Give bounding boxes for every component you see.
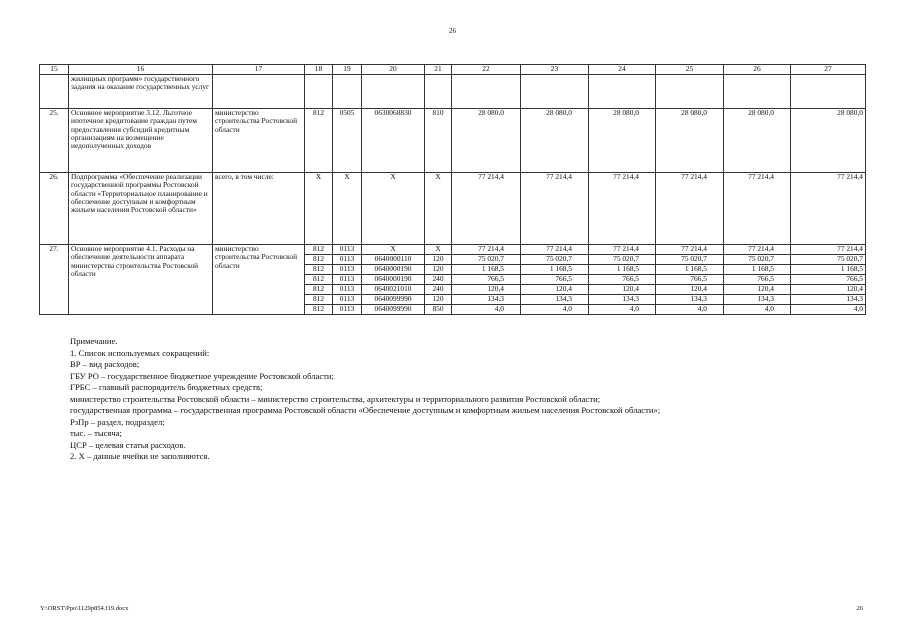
row-rzpr: 0113: [333, 265, 362, 275]
row-csr: 0640000190: [362, 265, 425, 275]
row-value: 77 214,4: [724, 245, 791, 255]
row-value: 1 168,5: [521, 265, 589, 275]
row-value: 766,5: [521, 275, 589, 285]
row-vr: 120: [425, 265, 452, 275]
row-value: 77 214,4: [589, 173, 656, 245]
row-grbs: 812: [305, 109, 333, 173]
row-grbs: 812: [305, 245, 333, 255]
row-vr: X: [425, 173, 452, 245]
row-value: 766,5: [724, 275, 791, 285]
row-value: 4,0: [791, 305, 866, 315]
table-row-27: [40, 245, 866, 255]
header-cell: 16: [69, 65, 213, 75]
header-cell: 22: [452, 65, 521, 75]
row-value: 134,3: [791, 295, 866, 305]
row-value: 77 214,4: [521, 173, 589, 245]
row-grbs: 812: [305, 305, 333, 315]
row-csr: X: [362, 173, 425, 245]
header-cell: 26: [724, 65, 791, 75]
row-rzpr: 0505: [333, 109, 362, 173]
row-value: 77 214,4: [791, 173, 866, 245]
notes-heading: Примечание.: [70, 336, 118, 346]
row-rzpr: 0113: [333, 285, 362, 295]
row-value: 75 020,7: [521, 255, 589, 265]
note-line: 1. Список используемых сокращений:: [70, 347, 210, 358]
row-value: 120,4: [791, 285, 866, 295]
row-value: 77 214,4: [521, 245, 589, 255]
row-grbs: 812: [305, 265, 333, 275]
row-value: 120,4: [521, 285, 589, 295]
row-rzpr: 0113: [333, 255, 362, 265]
row-value: 75 020,7: [452, 255, 521, 265]
note-line: РзПр – раздел, подраздел;: [70, 416, 165, 427]
row-grbs: 812: [305, 275, 333, 285]
row-value: 4,0: [589, 305, 656, 315]
page-number-top: 26: [449, 27, 456, 35]
row-grbs: X: [305, 173, 333, 245]
row-value: 766,5: [791, 275, 866, 285]
row-vr: 120: [425, 295, 452, 305]
row-value: 1 168,5: [656, 265, 724, 275]
row-rzpr: X: [333, 173, 362, 245]
row-rzpr: 0113: [333, 305, 362, 315]
row-grbs: 812: [305, 255, 333, 265]
header-cell: 15: [40, 65, 69, 75]
row-value: 77 214,4: [452, 245, 521, 255]
row-executor: министерство строительства Ростовской области: [213, 109, 305, 173]
row-value: 28 080,0: [589, 109, 656, 173]
row-csr: 0640099990: [362, 295, 425, 305]
row-value: 75 020,7: [589, 255, 656, 265]
row-csr: 0640099990: [362, 305, 425, 315]
row-value: 75 020,7: [791, 255, 866, 265]
table-row-continuation: [40, 75, 866, 109]
table-row-25: [40, 109, 866, 173]
row-csr: 0640000190: [362, 275, 425, 285]
row-value: 28 080,0: [452, 109, 521, 173]
row-executor: всего, в том числе:: [213, 173, 305, 245]
notes-block: [70, 336, 870, 463]
row-value: 28 080,0: [791, 109, 866, 173]
budget-table: [39, 64, 866, 315]
row-name: Основное мероприятие 4.1. Расходы на обеспечение деятельности аппарата министерства строительства Ростовской области: [69, 245, 213, 315]
footer-file-path: Y:\ORST\Ppo\1129p854.f19.docx: [40, 605, 129, 612]
row-number: 27.: [40, 245, 69, 315]
row-value: 4,0: [724, 305, 791, 315]
header-cell: 25: [656, 65, 724, 75]
note-line: министерство строительства Ростовской области – министерство строительства, архитектуры и территориального развития Ростовской области;: [70, 393, 601, 404]
row-rzpr: 0113: [333, 295, 362, 305]
row-csr: 0640021010: [362, 285, 425, 295]
row-executor: министерство строительства Ростовской области: [213, 245, 305, 315]
row-value: 75 020,7: [656, 255, 724, 265]
row-rzpr: 0113: [333, 275, 362, 285]
header-cell: 19: [333, 65, 362, 75]
row-value: 77 214,4: [724, 173, 791, 245]
footer-page-number: 26: [856, 605, 863, 612]
row-value: 28 080,0: [656, 109, 724, 173]
row-value: 4,0: [656, 305, 724, 315]
row-value: 134,3: [589, 295, 656, 305]
note-line: ЦСР – целевая статья расходов.: [70, 439, 186, 450]
row-vr: X: [425, 245, 452, 255]
row-value: 28 080,0: [724, 109, 791, 173]
row-name: Основное мероприятие 3.12. Льготное ипотечное кредитование граждан путем предоставления субсидий кредитным организациям на возмещение недополученных доходов: [69, 109, 213, 173]
header-cell: 27: [791, 65, 866, 75]
header-cell: 18: [305, 65, 333, 75]
row-value: 120,4: [656, 285, 724, 295]
row-value: 77 214,4: [656, 173, 724, 245]
row-value: 1 168,5: [452, 265, 521, 275]
row-vr: 240: [425, 285, 452, 295]
row-value: 4,0: [452, 305, 521, 315]
row-vr: 120: [425, 255, 452, 265]
row-vr: 240: [425, 275, 452, 285]
row-value: 120,4: [589, 285, 656, 295]
row-grbs: 812: [305, 295, 333, 305]
note-line: ГРБС – главный распорядитель бюджетных средств;: [70, 382, 263, 392]
row-rzpr: 0113: [333, 245, 362, 255]
row-value: 1 168,5: [791, 265, 866, 275]
row-value: 1 168,5: [589, 265, 656, 275]
row-value: 77 214,4: [452, 173, 521, 245]
row-value: 134,3: [724, 295, 791, 305]
row-value: 134,3: [452, 295, 521, 305]
row-value: 75 020,7: [724, 255, 791, 265]
row-value: 77 214,4: [791, 245, 866, 255]
header-cell: 21: [425, 65, 452, 75]
row-value: 28 080,0: [521, 109, 589, 173]
row-value: 120,4: [452, 285, 521, 295]
row-number: 25.: [40, 109, 69, 173]
row-value: 134,3: [521, 295, 589, 305]
note-line: ГБУ РО – государственное бюджетное учреждение Ростовской области;: [70, 370, 334, 381]
row-name: Подпрограмма «Обеспечение реализации государственной программы Ростовской области «Территориальное планирование и обеспечение доступным и комфортным жильем населения Ростовской области»: [69, 173, 213, 245]
note-line: ВР – вид расходов;: [70, 359, 140, 369]
table-row-26: [40, 173, 866, 245]
row-value: 77 214,4: [656, 245, 724, 255]
header-cell: 23: [521, 65, 589, 75]
note-line: 2. Х – данные ячейки не заполняются.: [70, 451, 210, 461]
row-value: 1 168,5: [724, 265, 791, 275]
note-line: тыс. – тысяча;: [70, 428, 122, 438]
row-value: 4,0: [521, 305, 589, 315]
header-cell: 24: [589, 65, 656, 75]
header-cell: 17: [213, 65, 305, 75]
row-value: 134,3: [656, 295, 724, 305]
note-line: государственная программа – государственная программа Ростовской области «Обеспечение доступным и комфортным жильем населения Ростовской области»;: [70, 405, 661, 415]
row-vr: 810: [425, 109, 452, 173]
row-csr: X: [362, 245, 425, 255]
row-value: 120,4: [724, 285, 791, 295]
table-header-row: [40, 65, 866, 75]
row-number: 26.: [40, 173, 69, 245]
row-grbs: 812: [305, 285, 333, 295]
row-value: 766,5: [589, 275, 656, 285]
header-cell: 20: [362, 65, 425, 75]
row-csr: 0640000110: [362, 255, 425, 265]
row-value: 766,5: [452, 275, 521, 285]
row-value: 766,5: [656, 275, 724, 285]
row-csr: 0630068830: [362, 109, 425, 173]
continuation-text: жилищных программ» государственного задания на оказание государственных услуг: [69, 75, 213, 109]
row-value: 77 214,4: [589, 245, 656, 255]
row-vr: 850: [425, 305, 452, 315]
